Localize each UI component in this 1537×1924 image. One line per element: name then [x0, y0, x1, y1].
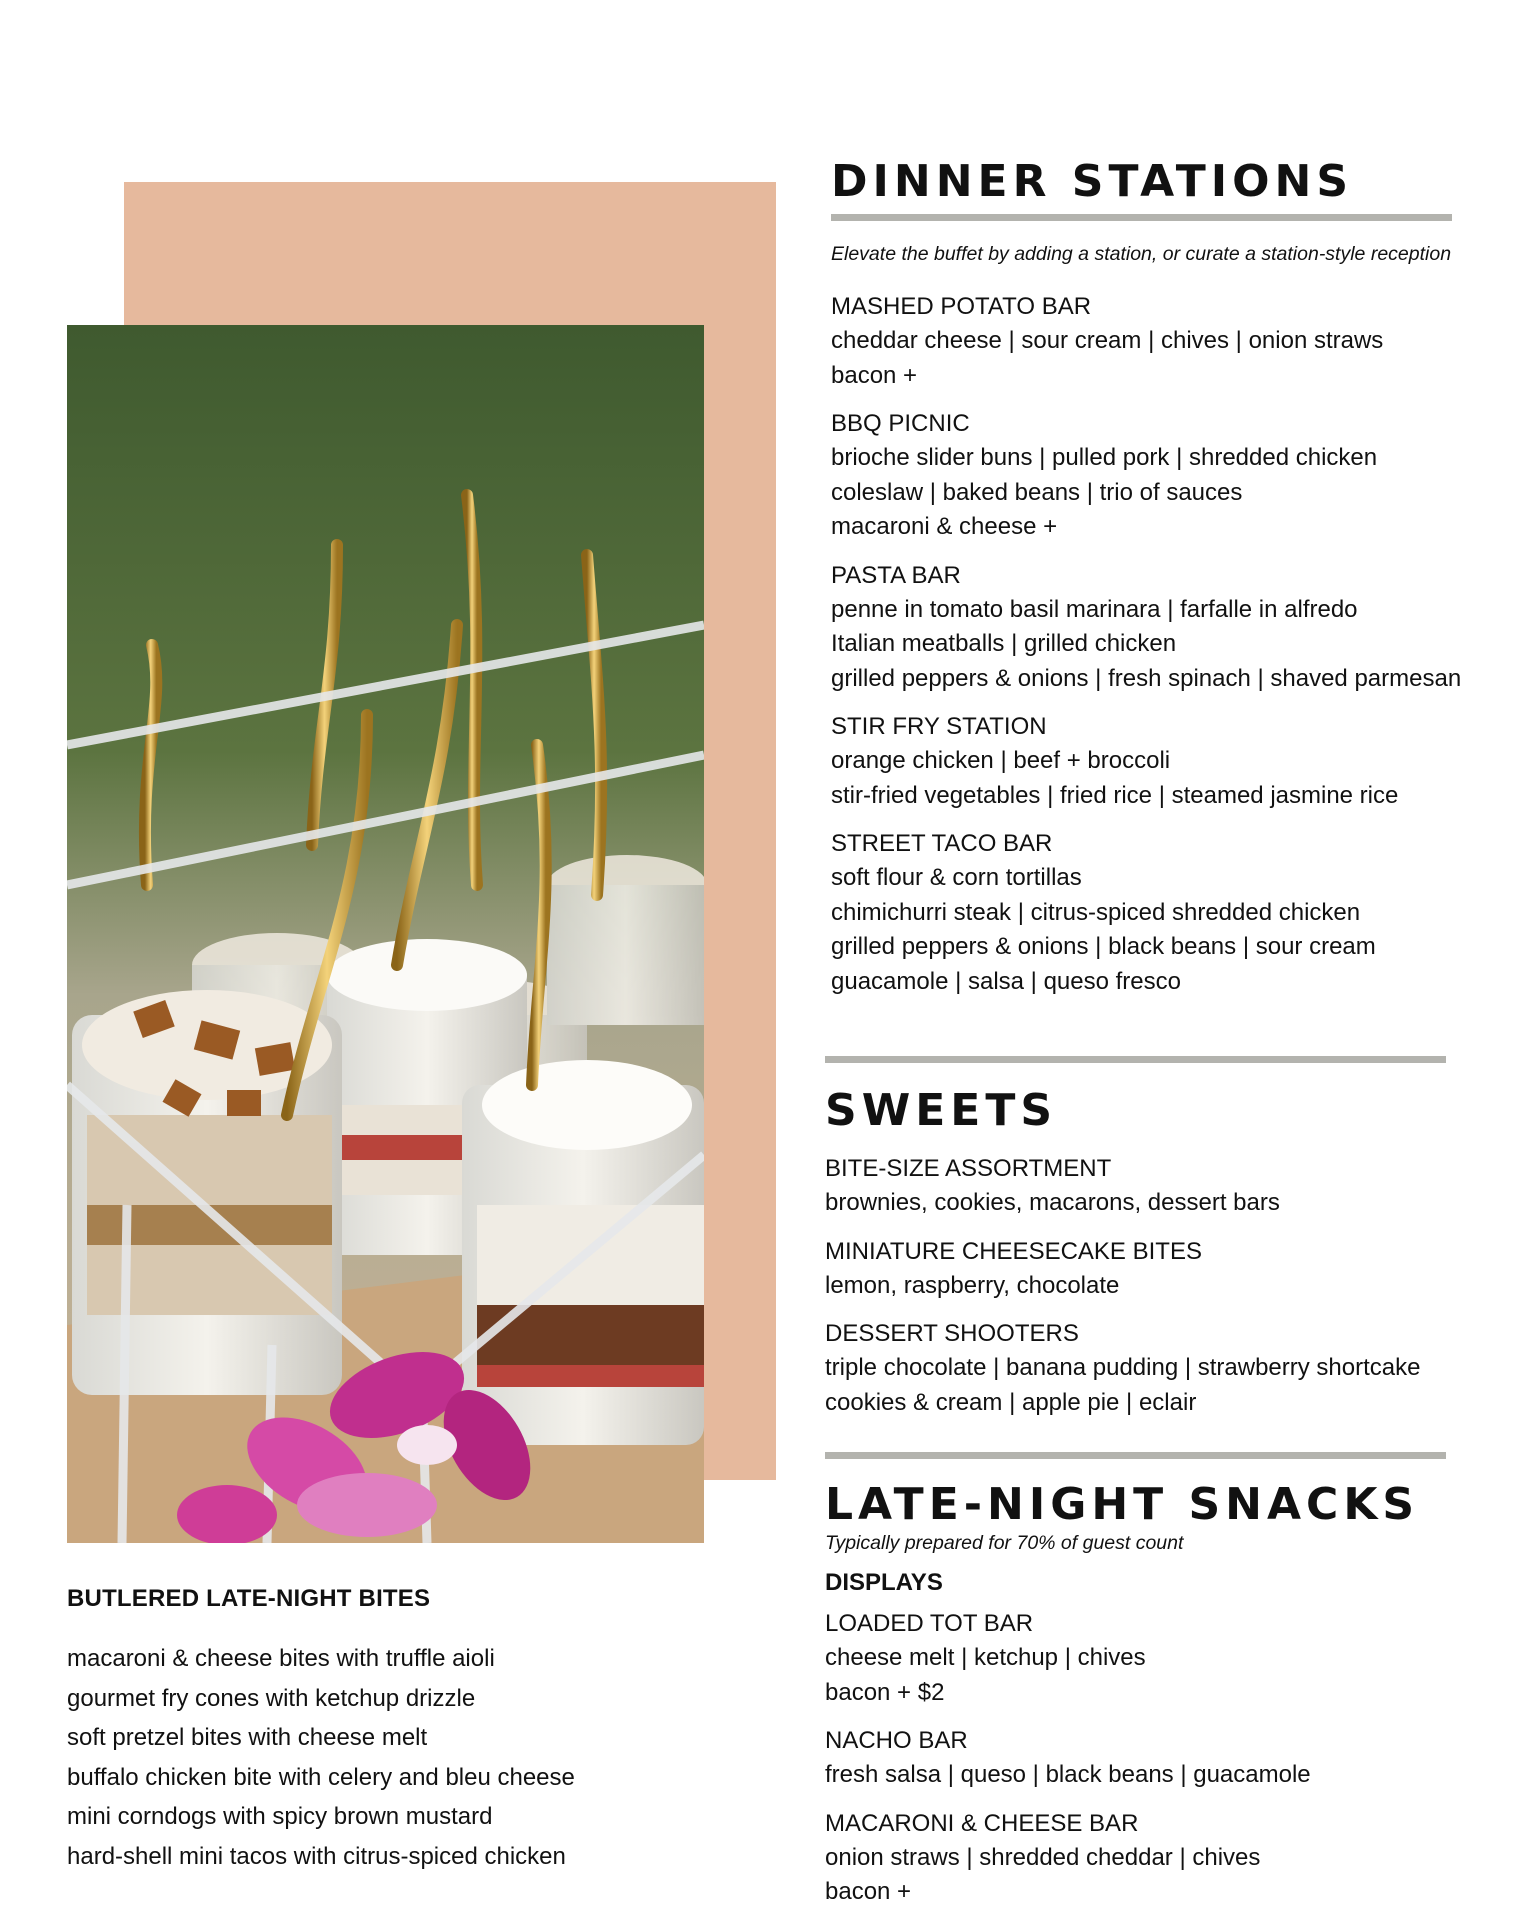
menu-item-line: orange chicken | beef + broccoli [831, 747, 1171, 774]
late-night-title: LATE-NIGHT SNACKS [825, 1479, 1420, 1530]
menu-item-line: triple chocolate | banana pudding | strawberry shortcake [825, 1354, 1421, 1381]
dinner-subtitle: Elevate the buffet by adding a station, or curate a station-style reception [831, 243, 1452, 265]
late-night-section [825, 1452, 1505, 1924]
section-rule [825, 1056, 1446, 1063]
menu-item [825, 1607, 1505, 1710]
menu-item-line: cheese melt | ketchup | chives [825, 1644, 1146, 1671]
menu-item [831, 290, 1511, 393]
menu-item-line: fresh salsa | queso | black beans | guacamole [825, 1761, 1311, 1788]
menu-item [825, 1235, 1505, 1304]
menu-item-line: guacamole | salsa | queso fresco [831, 967, 1181, 995]
butlered-line: hard-shell mini tacos with citrus-spiced chicken [67, 1842, 566, 1870]
menu-item-line: grilled peppers & onions | fresh spinach | shaved parmesan [831, 664, 1462, 692]
menu-item-name: LOADED TOT BAR [825, 1610, 1034, 1637]
menu-item-line: stir-fried vegetables | fried rice | steamed jasmine rice [831, 781, 1399, 809]
menu-item [825, 1317, 1505, 1420]
menu-item-line: coleslaw | baked beans | trio of sauces [831, 478, 1243, 506]
menu-item-line: brownies, cookies, macarons, dessert bars [825, 1189, 1280, 1216]
section-rule [825, 1452, 1446, 1459]
menu-item-line: bacon + [831, 361, 918, 389]
butlered-title: BUTLERED LATE-NIGHT BITES [67, 1585, 431, 1612]
menu-item-name: STIR FRY STATION [831, 713, 1047, 740]
menu-item [831, 407, 1511, 545]
butlered-line: gourmet fry cones with ketchup drizzle [67, 1684, 476, 1712]
menu-item-name: BITE-SIZE ASSORTMENT [825, 1155, 1112, 1182]
menu-item-line: soft flour & corn tortillas [831, 864, 1082, 891]
menu-item-name: NACHO BAR [825, 1727, 968, 1754]
menu-item [825, 1807, 1505, 1910]
butlered-line: macaroni & cheese bites with truffle aioli [67, 1645, 495, 1672]
menu-item-name: BBQ PICNIC [831, 410, 970, 437]
section-rule [831, 214, 1452, 221]
menu-item-line: macaroni & cheese + [831, 513, 1058, 540]
sweets-title: SWEETS [825, 1085, 1058, 1136]
menu-item-name: STREET TACO BAR [831, 830, 1053, 857]
menu-item [825, 1724, 1505, 1793]
menu-item-line: brioche slider buns | pulled pork | shredded chicken [831, 444, 1378, 471]
dessert-shooters-photo [67, 325, 704, 1543]
menu-item-name: PASTA BAR [831, 561, 961, 589]
menu-item-line: chimichurri steak | citrus-spiced shredded chicken [831, 898, 1361, 926]
menu-item-line: cookies & cream | apple pie | eclair [825, 1388, 1197, 1416]
menu-item [831, 710, 1511, 813]
sweets-section [825, 1056, 1505, 1434]
late-night-subtitle: Typically prepared for 70% of guest count [825, 1532, 1184, 1554]
menu-item-name: MASHED POTATO BAR [831, 293, 1092, 320]
menu-item [831, 559, 1511, 697]
menu-item-line: cheddar cheese | sour cream | chives | onion straws [831, 327, 1384, 354]
menu-item [825, 1152, 1505, 1221]
menu-item-line: onion straws | shredded cheddar | chives [825, 1843, 1261, 1871]
menu-item-name: MACARONI & CHEESE BAR [825, 1809, 1139, 1837]
menu-item-line: bacon + $2 [825, 1678, 945, 1706]
menu-item-line: grilled peppers & onions | black beans | sour cream [831, 933, 1376, 960]
menu-item-name: DESSERT SHOOTERS [825, 1320, 1079, 1347]
butlered-bites-section [67, 1585, 687, 1876]
menu-item [831, 827, 1511, 999]
displays-heading: DISPLAYS [825, 1569, 943, 1596]
dinner-stations-section [831, 156, 1511, 1013]
menu-item-line: Italian meatballs | grilled chicken [831, 630, 1177, 657]
menu-item-name: MINIATURE CHEESECAKE BITES [825, 1237, 1202, 1265]
dinner-stations-title: DINNER STATIONS [831, 156, 1354, 207]
menu-item-line: penne in tomato basil marinara | farfalle in alfredo [831, 595, 1358, 623]
butlered-line: soft pretzel bites with cheese melt [67, 1724, 428, 1751]
menu-item-line: bacon + [825, 1878, 912, 1905]
butlered-line: mini corndogs with spicy brown mustard [67, 1803, 493, 1830]
menu-item-line: lemon, raspberry, chocolate [825, 1271, 1120, 1299]
butlered-line: buffalo chicken bite with celery and bleu cheese [67, 1763, 575, 1791]
